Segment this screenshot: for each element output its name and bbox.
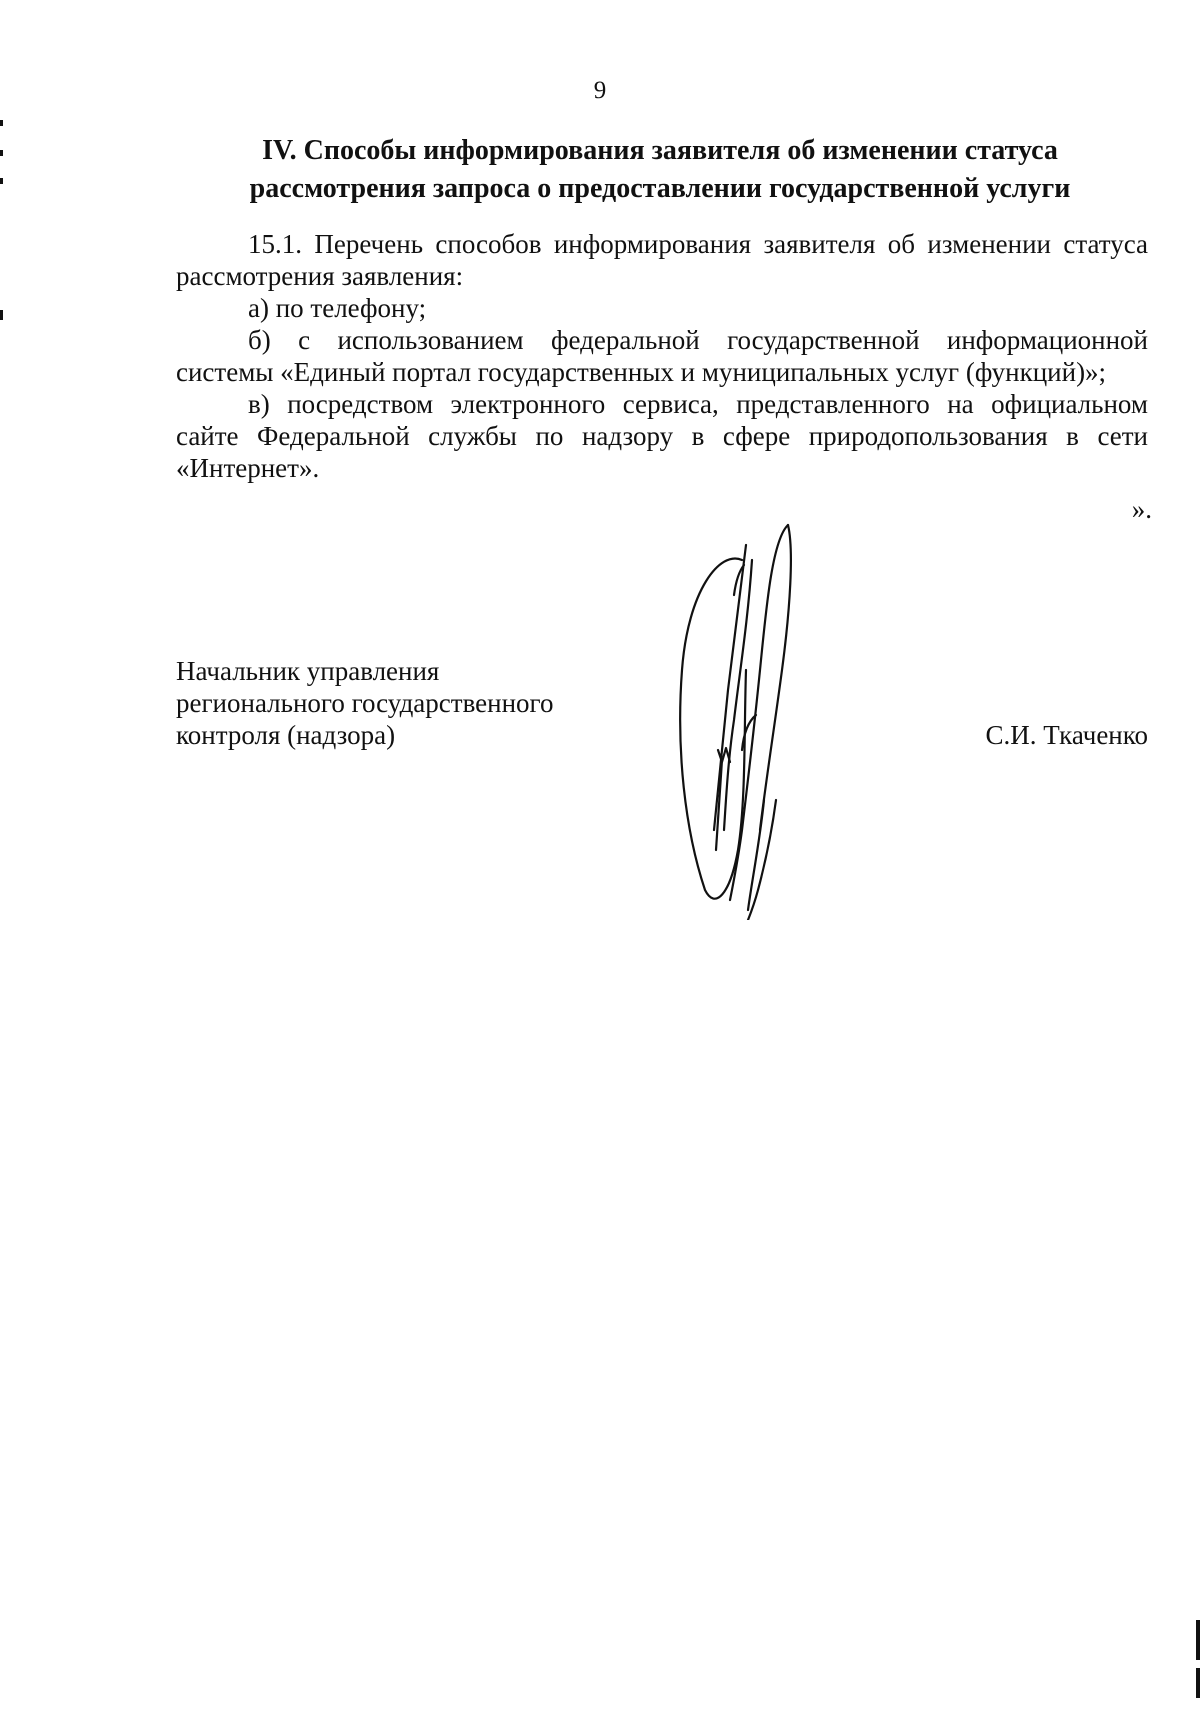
handwritten-signature — [660, 500, 820, 920]
signer-title-line-1: Начальник управления — [176, 656, 440, 686]
scan-edge-mark — [1196, 1668, 1200, 1698]
page-number: 9 — [593, 77, 607, 104]
signer-name: С.И. Ткаченко — [985, 720, 1148, 750]
signer-title-line-3: контроля (надзора) — [176, 720, 396, 750]
paragraph-item-a: а) по телефону; — [248, 293, 427, 323]
section-heading-line-2: рассмотрения запроса о предоставлении государственной услуги — [249, 173, 1071, 204]
body-text — [176, 228, 1148, 484]
signer-title-line-2: регионального государственного — [176, 688, 554, 718]
signer-title — [176, 655, 553, 751]
section-heading — [190, 132, 1130, 208]
paragraph-item-c: в) посредством электронного сервиса, представленного на официальном сайте Федеральной службы по надзору в сфере природопользования в сети «Интернет». — [176, 389, 1148, 483]
scan-edge-mark — [0, 178, 3, 184]
paragraph-list-intro: 15.1. Перечень способов информирования заявителя об изменении статуса рассмотрения заявления: — [176, 229, 1148, 291]
paragraph-item-b: б) с использованием федеральной государственной информационной системы «Единый портал государственных и муниципальных услуг (функций)»; — [176, 325, 1148, 387]
scan-edge-mark — [0, 310, 3, 320]
scan-edge-mark — [1196, 1620, 1200, 1660]
scan-edge-mark — [0, 150, 3, 156]
scan-edge-mark — [0, 120, 3, 126]
section-heading-line-1: IV. Способы информирования заявителя об изменении статуса — [262, 135, 1058, 166]
closing-quote: ». — [1131, 494, 1152, 524]
